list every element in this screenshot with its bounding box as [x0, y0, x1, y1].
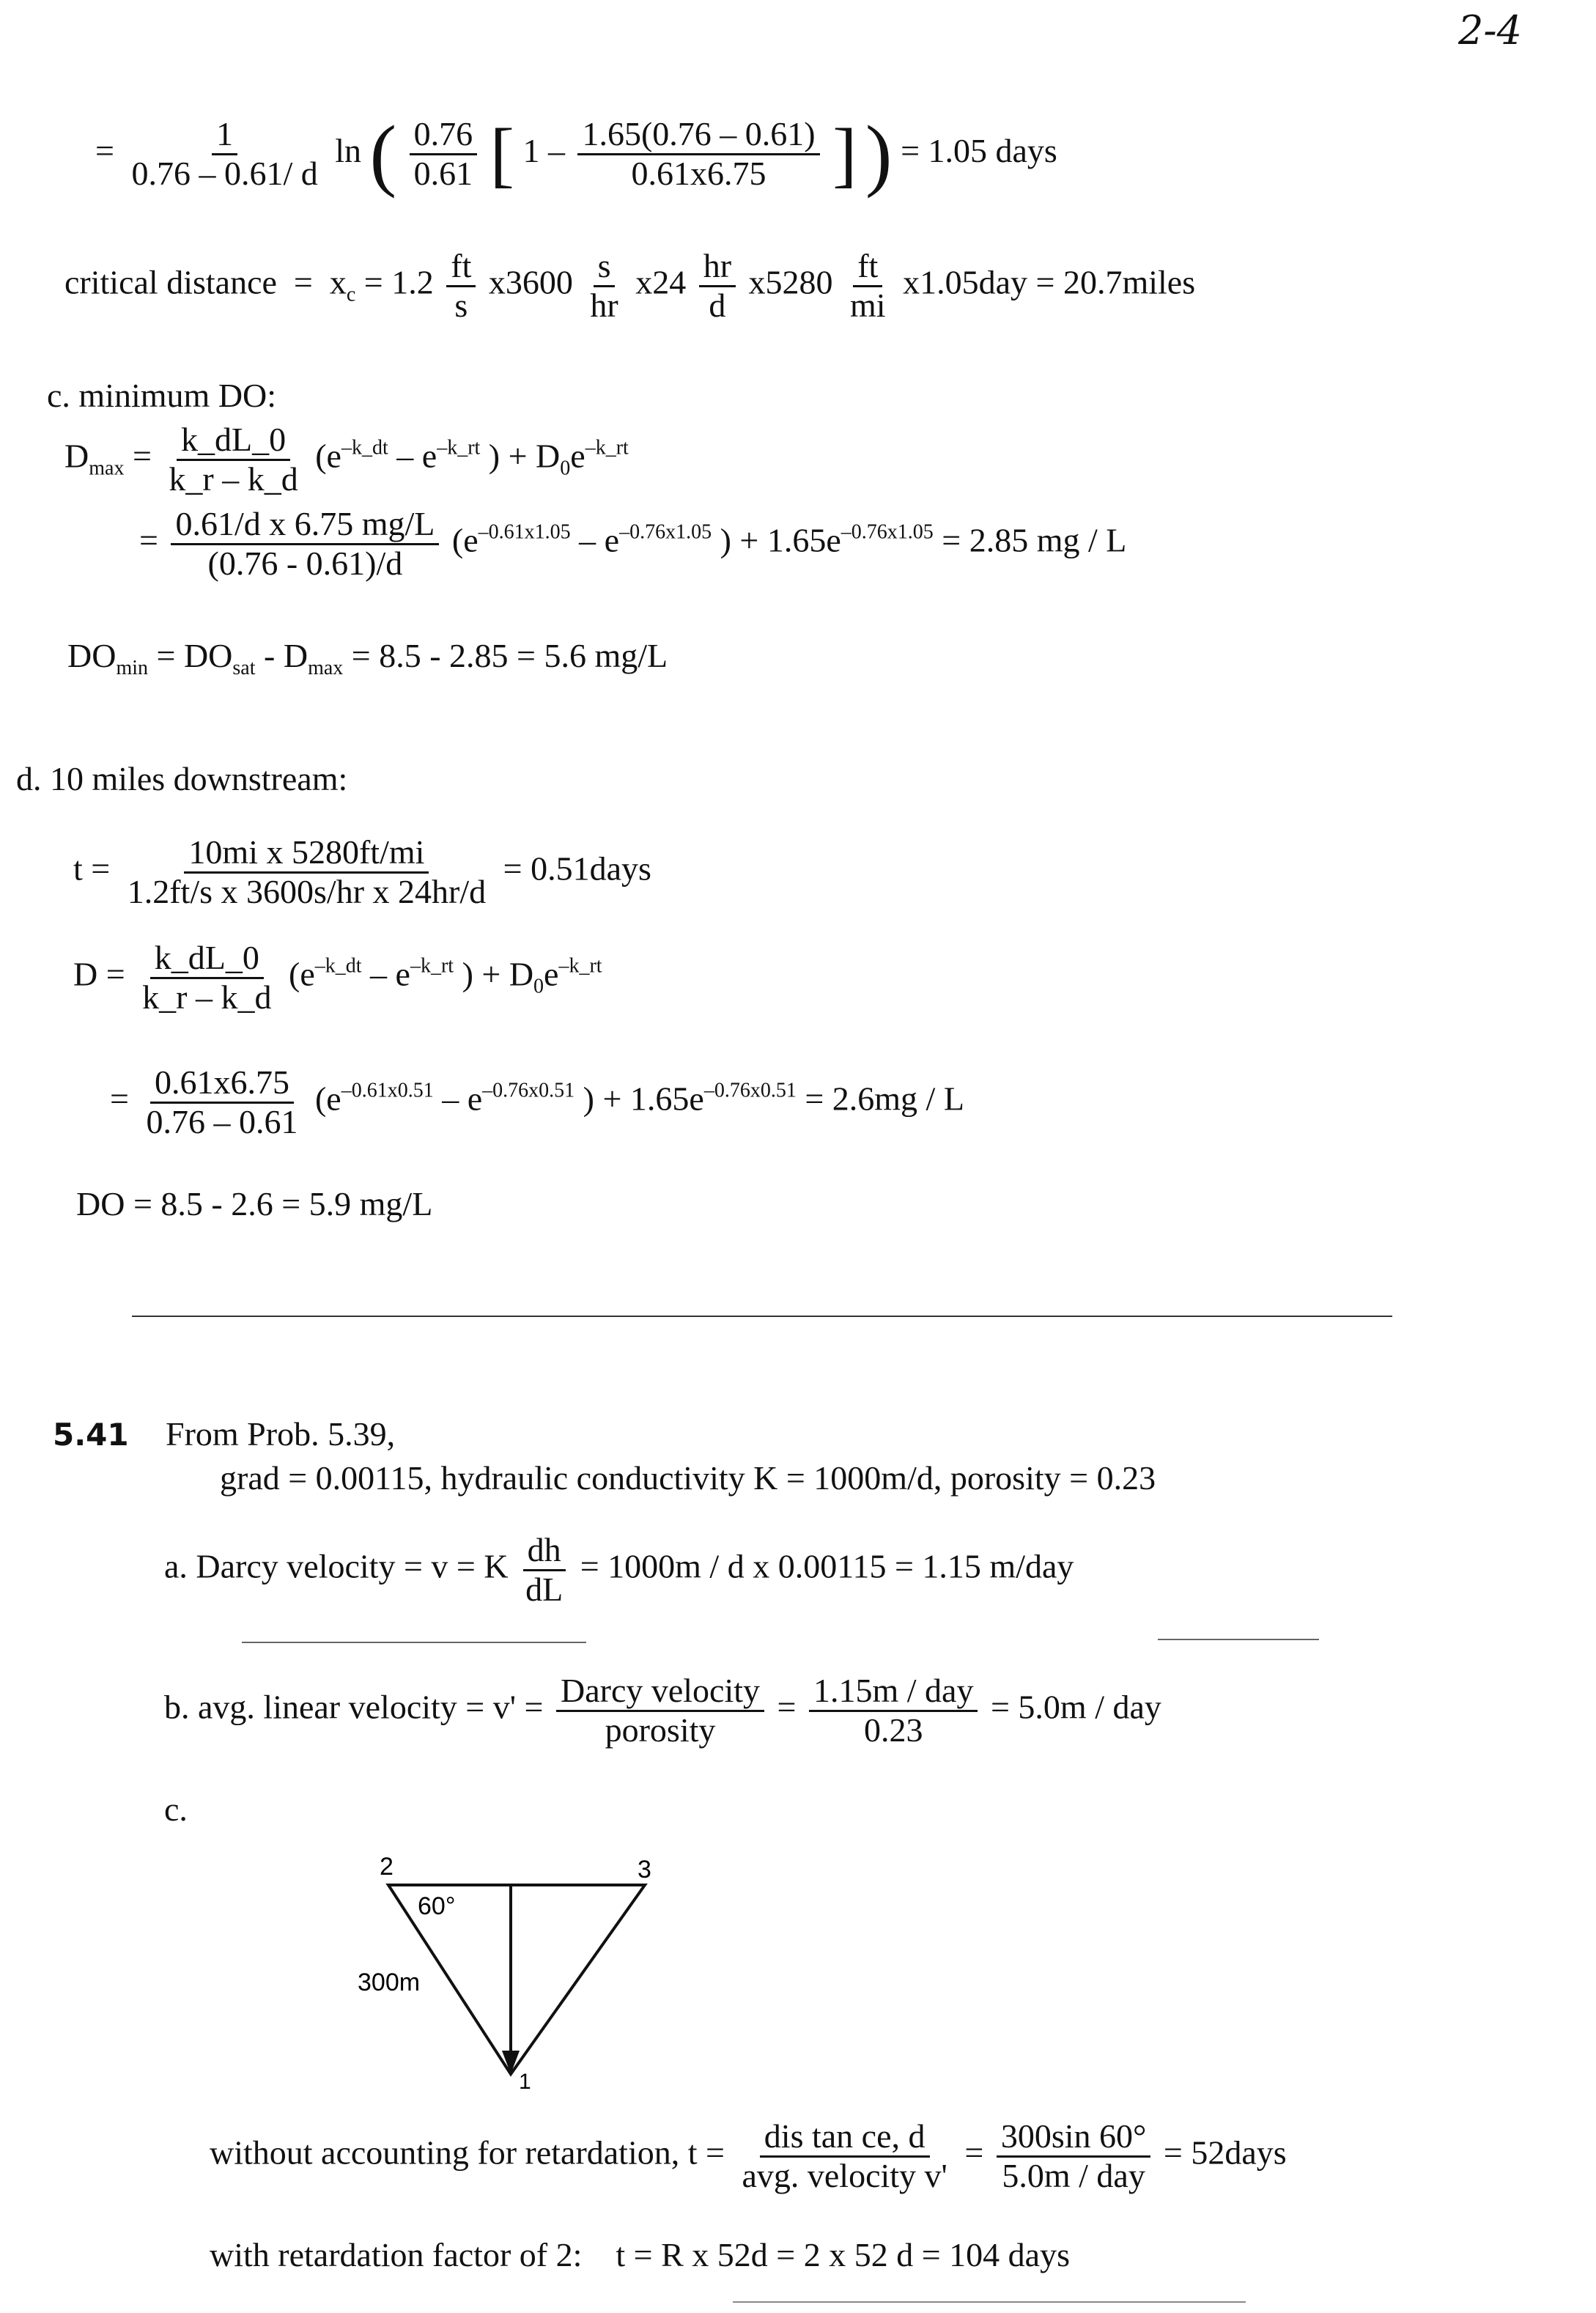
vertex-label-2: 2 — [380, 1853, 394, 1881]
section-c-heading: c. minimum DO: — [47, 377, 277, 414]
problem-given: grad = 0.00115, hydraulic conductivity K = 1000m/d, porosity = 0.23 — [220, 1459, 1156, 1497]
unit-s-hr: $\frac{s}{hr}$ — [590, 247, 618, 324]
travel-time-fraction: $\frac{\text{10mi x 5280ft/mi}}{\text{1.2ft/s x 3600s/hr x 24hr/d}}$ — [127, 833, 487, 910]
big-paren-open: ( — [369, 109, 397, 199]
with-retardation-line: with retardation factor of 2: t = R x 52d = 2 x 52 d = 104 days — [210, 2236, 1070, 2273]
darcy-velocity-line: a. Darcy velocity = v = K $\frac{dh}{dL}$ = 1000m / d x 0.00115 = 1.15 m/day — [164, 1531, 1074, 1608]
triangle-diagram — [352, 1832, 689, 2096]
dmax-numeric: = $\frac{\text{0.61/d x 6.75 mg/L}}{(0.76 - 0.61)/d}$ ($e^{-0.61x1.05} - e^{-0.76x1.05}$ ) + $1.65e^{-0.76x1.05} = 2.85$ mg / L — [139, 505, 1127, 582]
vertex-label-1: 1 — [519, 2070, 531, 2094]
kdl0-over-kr-kd-d: $\frac{k\_dL\_0}{k\_r - k\_d}$ — [142, 939, 272, 1016]
retardation-time-line: without accounting for retardation, t = $\frac{\text{dis tan ce, d}}{\text{avg. velocity v'}}$ = $\frac{300\sin 60^\circ}{\text{5.0m / day}}$ = 52days — [210, 2117, 1287, 2194]
vertex-label-3: 3 — [638, 1856, 651, 1884]
deficit-numeric-fraction: $\frac{0.61x6.75}{0.76 - 0.61}$ — [146, 1063, 298, 1140]
dashed-divider-2 — [1158, 1639, 1319, 1640]
top-equation — [95, 110, 1057, 199]
travel-time-line: t = $\frac{\text{10mi x 5280ft/mi}}{\text{1.2ft/s x 3600s/hr x 24hr/d}}$ = 0.51days — [73, 833, 651, 910]
deficit-numeric: = $\frac{0.61x6.75}{0.76 - 0.61}$ ($e^{-0.61x0.51} - e^{-0.76x0.51}$ ) + $1.65e^{-0.76x0.51} = 2.6mg / L$ — [110, 1063, 964, 1140]
fraction-1: $\frac{1}{0.76 - 0.61/ d}$ — [131, 115, 318, 192]
darcy-over-porosity: $\frac{\text{Darcy velocity}}{\text{porosity}}$ — [556, 1672, 764, 1749]
angle-label: 60° — [418, 1892, 456, 1920]
section-d-heading: d. 10 miles downstream: — [16, 760, 348, 797]
side-length-label: 300m — [358, 1969, 421, 1996]
fraction-2: $\frac{0.76}{0.61}$ — [410, 116, 478, 192]
deficit-formula: D = $\frac{k\_dL\_0}{k\_r - k\_d}$ ($e^{-k\_dt} - e^{-k\_rt}$ ) + $D_0e^{-k\_rt}$ — [73, 939, 602, 1016]
critical-distance-line: critical distance = $x_c = 1.2$ $\frac{ft}{s}$ x3600 $\frac{s}{hr}$ x24 $\frac{hr}{d}$ x5280 $\frac{ft}{mi}$ x1.05day = 20.7miles — [64, 247, 1196, 324]
ln-symbol: ln — [335, 132, 362, 170]
part-c-label: c. — [164, 1790, 188, 1828]
kdl0-over-kr-kd: $\frac{k\_dL\_0}{k\_r - k\_d}$ — [169, 421, 298, 498]
sin-over-velocity: $\frac{300\sin 60^\circ}{\text{5.0m / day}}$ — [997, 2118, 1151, 2194]
unit-ft-mi: $\frac{ft}{mi}$ — [850, 247, 886, 324]
bottom-dashed-line — [733, 2301, 1246, 2303]
numeric-fraction: $\frac{\text{0.61/d x 6.75 mg/L}}{(0.76 - 0.61)/d}$ — [171, 506, 439, 582]
dh-dl-fraction: $\frac{dh}{dL}$ — [521, 1532, 567, 1608]
big-paren-close: ) — [865, 109, 893, 199]
problem-from: From Prob. 5.39, — [166, 1415, 396, 1453]
section-divider — [132, 1316, 1392, 1317]
unit-hr-d: $\frac{hr}{d}$ — [699, 248, 736, 324]
dmax-formula: $D_{max}$ = $\frac{k\_dL\_0}{k\_r - k\_d}$ ($e^{-k\_dt} - e^{-k\_rt}$ ) + $D_0e^{-k\_rt}$ — [64, 421, 629, 498]
unit-ft-s: $\frac{ft}{s}$ — [446, 248, 476, 324]
velocity-over-porosity-value: $\frac{\text{1.15m / day}}{0.23}$ — [809, 1672, 978, 1749]
dashed-divider-1 — [242, 1642, 586, 1643]
big-bracket-open: [ — [489, 113, 514, 195]
problem-number: 5.41 — [53, 1417, 129, 1453]
big-bracket-close: ] — [832, 113, 857, 195]
page-number: 2-4 — [1458, 7, 1522, 54]
linear-velocity-line: b. avg. linear velocity = v' = $\frac{\text{Darcy velocity}}{\text{porosity}}$ = $\frac{\text{1.15m / day}}{0.23}$ = 5.0m / day — [164, 1672, 1161, 1749]
top-result: = 1.05 days — [901, 132, 1057, 170]
fraction-3: $\frac{1.65(0.76 - 0.61)}{0.61x6.75}$ — [577, 116, 819, 192]
distance-over-velocity: $\frac{\text{dis tan ce, d}}{\text{avg. velocity v'}}$ — [742, 2117, 947, 2194]
bracket-one: 1 – — [522, 132, 565, 170]
eq-sign: = — [95, 132, 114, 170]
do-result-line: DO = 8.5 - 2.6 = 5.9 mg/L — [76, 1185, 433, 1222]
domin-line: $DO_{min} = DO_{sat} - D_{max} = 8.5 - 2.85 = 5.6$ mg/L — [67, 637, 668, 679]
